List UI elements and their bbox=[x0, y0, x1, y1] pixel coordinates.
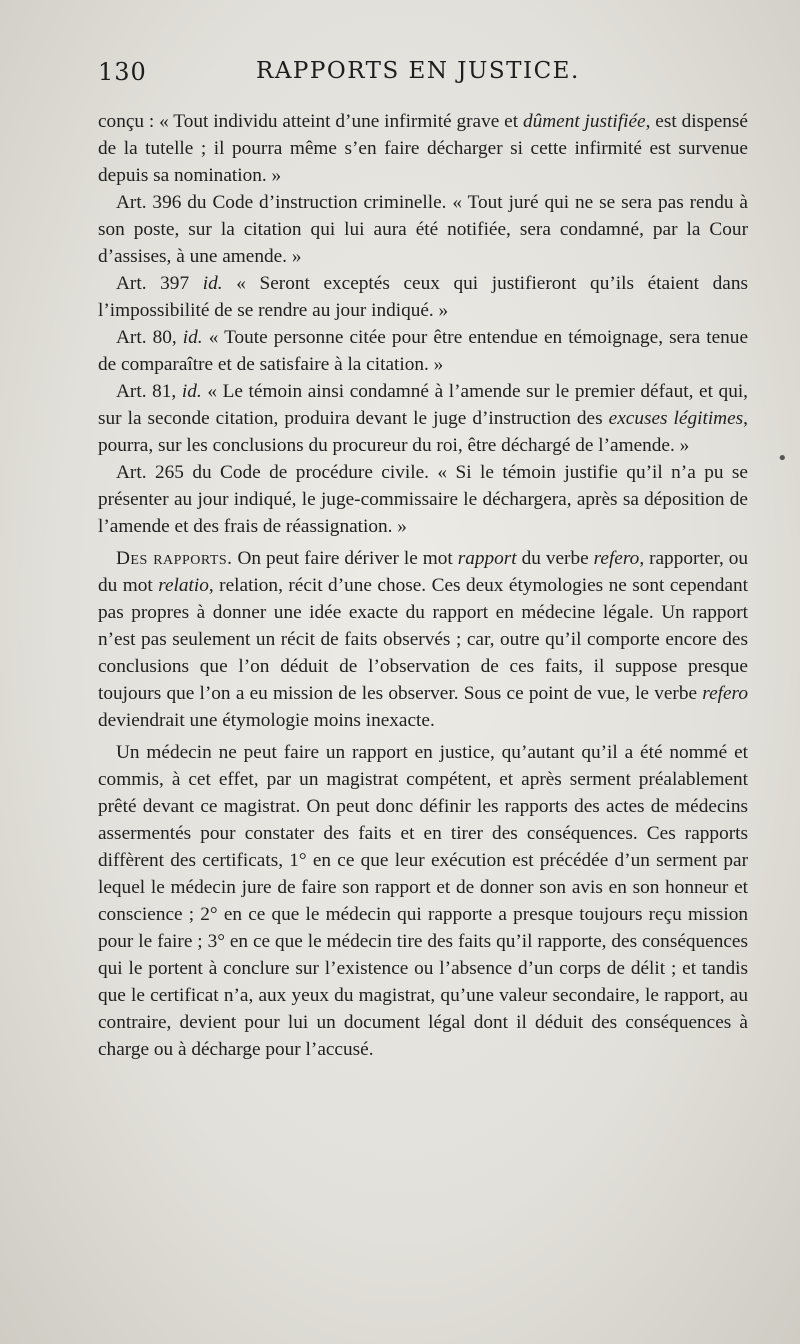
text-run: , relation, récit d’une chose. Ces deux étymologies ne sont cependant pas propres à donner une idée exacte du rapport en médecine légale. Un rapport n’est pas seulement un récit de faits observés ; car, outre qu’il comporte encore des conclusions que l’on déduit de l’observation de ces faits, il suppose presque toujours que l’on a eu mission de les observer. Sous ce point de vue, le verbe bbox=[98, 575, 749, 704]
italic-term: relatio bbox=[158, 575, 209, 596]
paragraph-p4 bbox=[98, 378, 748, 459]
text-run: « Seront exceptés ceux qui justifieront qu’ils étaient dans l’impossibilité de se rendre au jour indiqué. » bbox=[98, 273, 748, 321]
page-number: 130 bbox=[98, 58, 147, 86]
text-run: deviendrait une étymologie moins inexacte. bbox=[98, 710, 435, 731]
italic-term: rapport bbox=[457, 548, 517, 569]
italic-term: id. bbox=[181, 381, 202, 402]
running-title: RAPPORTS EN JUSTICE. bbox=[256, 58, 580, 84]
text-run: Art. 397 bbox=[116, 273, 203, 294]
text-run: , rapporter, ou du mot bbox=[98, 548, 749, 596]
text-run: Un médecin ne peut faire un rapport en justice, qu’autant qu’il a été nommé et commis, à cet effet, par un magistrat compétent, et après serment préalablement prêté devant ce magistrat. On peut donc définir les rapports des actes de médecins assermentés pour constater des faits et en tirer des conséquences. Ces rapports diffèrent des certificats, 1° en ce que leur exécution est précédée d’un serment par lequel le médecin jure de faire son rapport et de donner son avis en son honneur et conscience ; 2° en ce que le médecin qui rapporte a presque toujours reçu mission pour le faire ; 3° en ce que le médecin tire des faits qu’il rapporte, des conséquences qui le portent à conclure sur l’existence ou l’absence d’un corps de délit ; et tandis que le certificat n’a, aux yeux du magistrat, qu’une valeur secondaire, le rapport, au contraire, devient pour lui un document légal dont il déduit des conséquences à charge ou à décharge pour l’accusé. bbox=[98, 742, 748, 1060]
paragraph-p0 bbox=[98, 108, 748, 189]
text-run: « Toute personne citée pour être entendue en témoignage, sera tenue de comparaître et de satisfaire à la citation. » bbox=[98, 327, 749, 375]
text-run: du verbe bbox=[516, 548, 594, 569]
text-run: , est dispensé de la tutelle ; il pourra même s’en faire décharger si cette infirmité est survenue depuis sa nomination. » bbox=[98, 111, 748, 186]
italic-term: id. bbox=[202, 273, 223, 294]
paragraph-p7 bbox=[98, 739, 748, 1063]
text-run: « Le témoin ainsi condamné à l’amende sur le premier défaut, et qui, sur la seconde citation, produira devant le juge d’instruction des bbox=[98, 381, 749, 429]
italic-term: excuses légitimes bbox=[608, 408, 744, 429]
margin-mark: • bbox=[777, 448, 788, 469]
page-header bbox=[98, 58, 748, 94]
text-run: Art. 81, bbox=[116, 381, 182, 402]
section-heading: Des rapports. bbox=[116, 548, 233, 569]
italic-term: refero bbox=[593, 548, 640, 569]
text-run: Art. 396 du Code d’instruction criminelle. « Tout juré qui ne se sera pas rendu à son poste, sur la citation qui lui aura été notifiée, sera condamné, par la Cour d’assises, à une amende. » bbox=[98, 192, 748, 267]
text-run: Art. 265 du Code de procédure civile. « Si le témoin justifie qu’il n’a pu se présenter au jour indiqué, le juge-commissaire le déchargera, après sa déposition de l’amende et des frais de réassignation. » bbox=[98, 462, 748, 537]
italic-term: id. bbox=[182, 327, 203, 348]
paragraph-p3 bbox=[98, 324, 748, 378]
text-run: On peut faire dériver le mot bbox=[232, 548, 458, 569]
italic-term: dûment justifiée bbox=[522, 111, 646, 132]
text-run: Art. 80, bbox=[116, 327, 183, 348]
body-text bbox=[98, 108, 748, 1063]
text-run: conçu : « Tout individu atteint d’une infirmité grave et bbox=[98, 111, 523, 132]
paragraph-p5 bbox=[98, 459, 748, 540]
paragraph-p1 bbox=[98, 189, 748, 270]
paragraph-p2 bbox=[98, 270, 748, 324]
italic-term: refero bbox=[702, 683, 748, 704]
text-run: , pourra, sur les conclusions du procureur du roi, être déchargé de l’amende. » bbox=[98, 408, 748, 456]
paragraph-p6 bbox=[98, 545, 748, 734]
